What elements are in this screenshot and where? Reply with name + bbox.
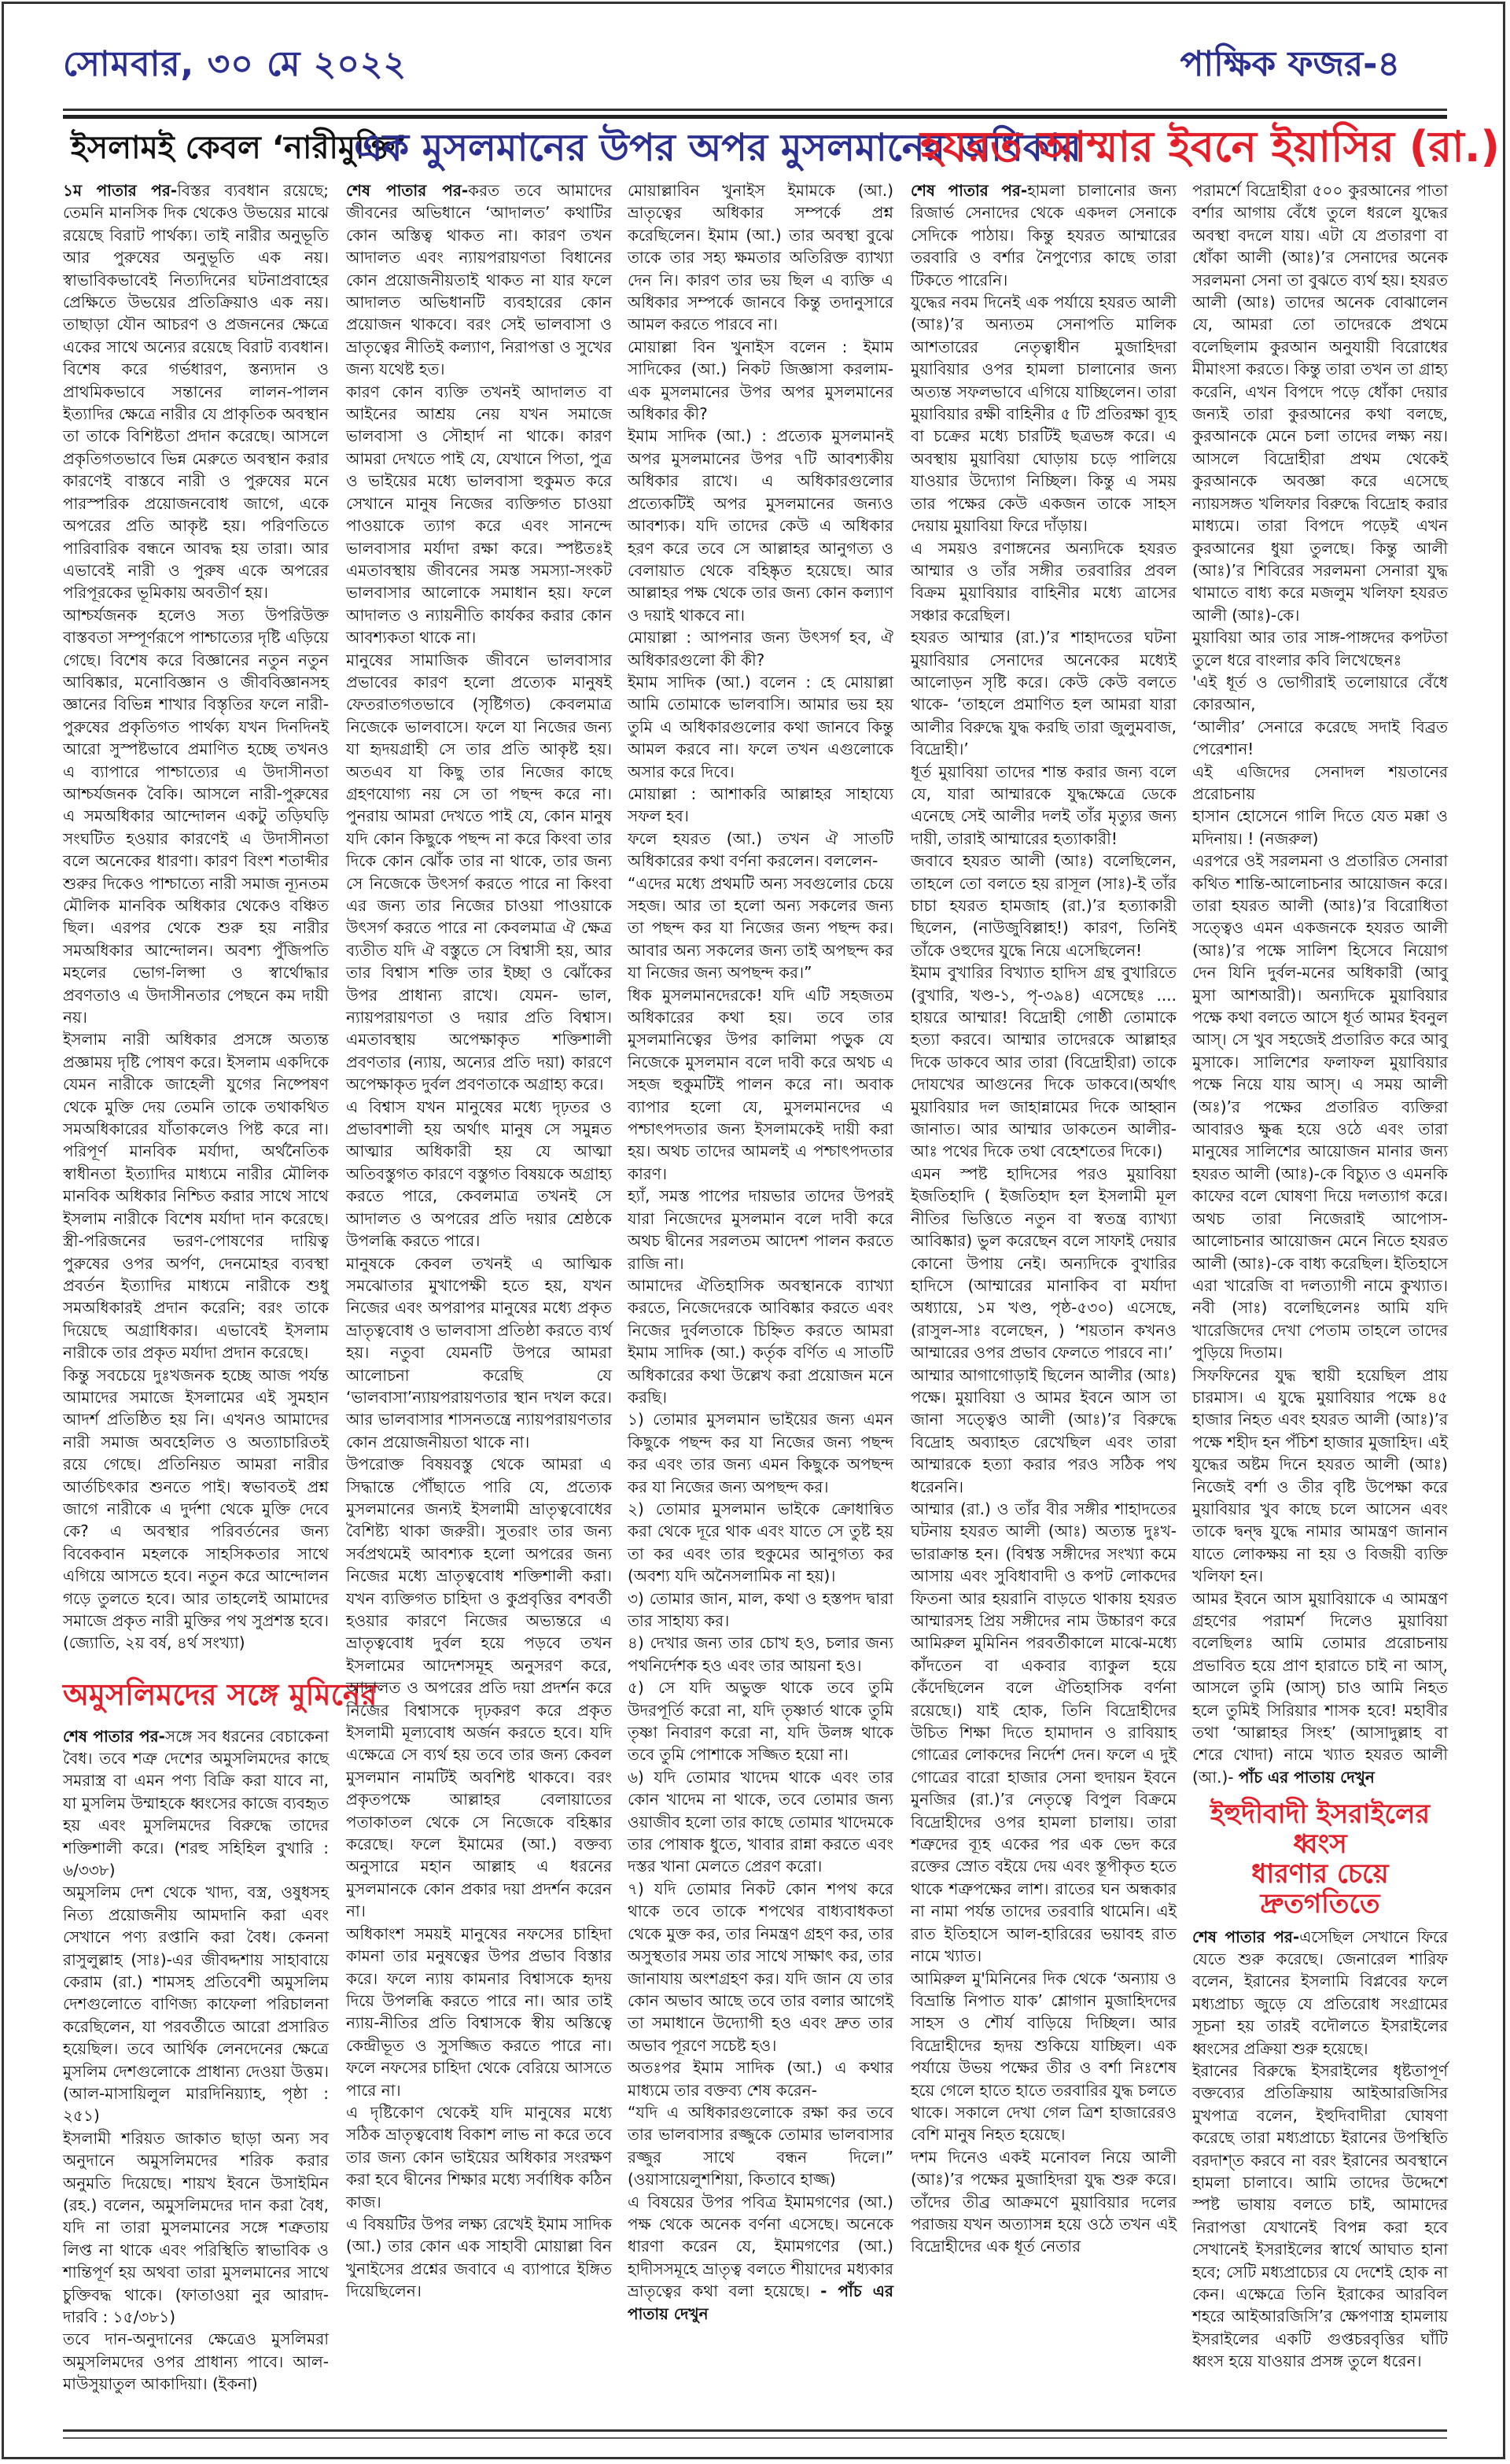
article-paragraph: ফলে হযরত (আ.) তখন ঐ সাতটি অধিকারের কথা বর্ণনা করলেন। বললেন-: [628, 828, 893, 871]
paragraph-text: সঙ্গে সব ধরনের বেচাকেনা বৈধ। তবে শত্রু দেশের অমুসলিমদের কাছে সমরাস্ত্র বা এমন পণ্য বিক্রি করা যাবে না, যা মুসলিম উম্মাহকে ধ্বংসের কাজে ব্যবহৃত হয় এবং মুসলিমদের বিরুদ্ধে তাদের শক্তিশালী করে। (শরহু সহিহিল বুখারি : ৬/৩৩৮): [63, 1726, 329, 1879]
article-paragraph: এমন স্পষ্ট হাদিসের পরও মুয়াবিয়া ইজতিহাদি ( ইজতিহাদ হল ইসলামী মূল নীতির ভিত্তিতে নতুন বা স্বতন্ত্র ব্যাখ্যা আবিষ্কার) ভুল করেছেন বলে সাফাই দেয়ার কোনো উপায় নেই। অন্যদিকে বুখারির হাদিসে (আম্মারের মানাকিব বা মর্যাদা অধ্যায়ে, ১ম খণ্ড, পৃষ্ঠ-৫৩০) এসেছে, (রাসুল-সাঃ বলেছেন, ) ‘শয়তান কখনও আম্মারের ওপর প্রভাব ফেলতে পারবে না।’: [911, 1164, 1177, 1363]
article-paragraph: ২) তোমার মুসলমান ভাইকে ক্রোধান্বিত করা থেকে দূরে থাক এবং যাতে সে তুষ্ট হয় তা কর এবং তার হুকুমের আনুগত্য কর (অবশ্য যদি অনৈসলামিক না হয়)।: [628, 1499, 893, 1586]
poem-line: ‘আলীর’ সেনারে করেছে সদাই বিব্রত পেরেশান!: [1192, 717, 1448, 759]
masthead-rule-thick: [63, 115, 1447, 119]
headline-musolman-odhikar: এক মুসলমানের উপর অপর মুসলমানের অধিকার: [354, 126, 1081, 170]
article-paragraph: মোয়াল্লাবিন খুনাইস ইমামকে (আ.) ভ্রাতৃত্বের অধিকার সম্পর্কে প্রশ্ন করেছিলেন। ইমাম (আ.) তার অবস্থা বুঝে তাকে তার সহ্য ক্ষমতার অতিরিক্ত ব্যাখ্যা দেন নি। কারণ তার ভয় ছিল এ ব্যক্তি এ অধিকার সম্পর্কে জানবে কিন্তু তদানুসারে আমল করতে পারবে না।: [628, 181, 893, 334]
paragraph-text: এসেছিল সেখানে ফিরে যেতে শুরু করেছে। জেনারেল শারিফ বলেন, ইরানের ইসলামি বিপ্লবের ফলে মধ্যপ্রাচ্য জুড়ে যে প্রতিরোধ সংগ্রামের সূচনা হয় তারই বদৌলতে ইসরাইলের ধ্বংসের প্রক্রিয়া শুরু হয়েছে।: [1192, 1927, 1448, 2058]
column-1: [63, 179, 378, 2396]
article-paragraph: আম্মার আগাগোড়াই ছিলেন আলীর (আঃ) পক্ষে। মুয়াবিয়া ও আমর ইবনে আস তা জানা সত্ত্বেও আলী (আঃ)’র বিরুদ্ধে বিদ্রোহ অব্যাহত রেখেছিল এবং তারা আম্মারকে হত্যা করার পরও সঠিক পথ ধরেননি।: [911, 1365, 1177, 1496]
continuation-lead: শেষ পাতার পর-: [63, 1726, 165, 1746]
article-paragraph: আম্মার (রা.) ও তাঁর বীর সঙ্গীর শাহাদতের ঘটনায় হযরত আলী (আঃ) অত্যন্ত দুঃখ-ভারাক্রান্ত হন। (বিশ্বস্ত সঙ্গীদের সংখ্যা কমে আসায় এবং সুবিধাবাদী ও কপট লোকদের ফিতনা আর হয়রানি বাড়তে থাকায় হযরত আম্মারসহ প্রিয় সঙ্গীদের নাম উচ্চারণ করে আমিরুল মুমিনিন পরবর্তীকালে মাঝে-মধ্যে কাঁদতেন বা একবার ব্যাকুল হয়ে কেঁদেছিলেন বলে ঐতিহাসিক বর্ণনা রয়েছে।) যাই হোক, তিনি বিদ্রোহীদের উচিত শিক্ষা দিতে হামাদান ও রাবিয়াহ গোত্রের লোকদের নির্দেশ দেন। ফলে এ দুই গোত্রের বারো হাজার সেনা হুদায়ন ইবনে মুনজির (রা.)’র নেতৃত্বে বিপুল বিক্রমে বিদ্রোহীদের ওপর হামলা চালায়। তারা শত্রুদের ব্যূহ একের পর এক ভেদ করে রক্তের স্রোত বইয়ে দেয় এবং স্তূপীকৃত হতে থাকে শত্রুপক্ষের লাশ। রাতের ঘন অন্ধকার না নামা পর্যন্ত তাদের তরবারি থামেনি। এই রাত ইতিহাসে আল-হারিরের ভয়াবহ রাত নামে খ্যাত।: [911, 1499, 1177, 1966]
article-paragraph: ইসলাম নারী অধিকার প্রসঙ্গে অত্যন্ত প্রজ্ঞাময় দৃষ্টি পোষণ করে। ইসলাম একদিকে যেমন নারীকে জাহেলী যুগের নিষ্পেষণ থেকে মুক্তি দেয় তেমনি তাকে তথাকথিত সমঅধিকারের যাঁতাকলেও পিষ্ট করে না। পরিপূর্ণ মানবিক মর্যাদা, অর্থনৈতিক স্বাধীনতা ইত্যাদির মাধ্যমে নারীর মৌলিক মানবিক অধিকার নিশ্চিত করার সাথে সাথে ইসলাম নারীকে বিশেষ মর্যাদা দান করেছে। স্ত্রী-পরিজনের ভরণ-পোষণের দায়িত্ব পুরুষের ওপর অর্পণ, দেনমোহর ব্যবস্থা প্রবর্তন ইত্যাদির মাধ্যমে নারীকে শুধু সমঅধিকারই প্রদান করেনি; বরং তাকে দিয়েছে অগ্রাধিকার। এভাবেই ইসলাম নারীকে তার প্রকৃত মর্যাদা প্রদান করেছে।: [63, 1030, 329, 1363]
paragraph-text: এ বিষয়ের উপর পবিত্র ইমামগণের (আ.) পক্ষ থেকে অনেক বর্ণনা এসেছে। অনেকে ধারণা করেন যে, ইমামগণের (আ.) হাদীসসমূহে ভ্রাতৃত্ব বলতে শীয়াদের মধ্যকার ভ্রাতৃত্বের কথা বলা হয়েছে।: [628, 2192, 893, 2301]
article-paragraph: “এদের মধ্যে প্রথমটি অন্য সবগুলোর চেয়ে সহজ। আর তা হলো অন্য সকলের জন্য তা পছন্দ কর যা নিজের জন্য পছন্দ কর। আবার অন্য সকলের জন্য তাই অপছন্দ কর যা নিজের জন্য অপছন্দ কর।”: [628, 873, 893, 983]
poem-line: এই এজিদের সেনাদল শয়তানের প্ররোচনায়: [1192, 762, 1448, 803]
column-5: [1192, 179, 1448, 2373]
article-paragraph: ইমাম সাদিক (আ.) : প্রত্যেক মুসলমানই অপর মুসলমানের উপর ৭টি আবশ্যকীয় অধিকার রাখে। এ অধিকারগুলোর প্রত্যেকটিই অপর মুসলমানের জন্যও আবশ্যক। যদি তাদের কেউ এ অধিকার হরণ করে তবে সে আল্লাহর আনুগত্য ও বেলায়াত থেকে বহিষ্কৃত হয়েছে। আর আল্লাহর পক্ষ থেকে তার জন্য কোন কল্যাণ ও দয়াই থাকবে না।: [628, 426, 893, 625]
continuation-lead: ১ম পাতার পর-: [63, 181, 178, 200]
masthead-rule-thin: [63, 109, 1447, 111]
headline-israel: [1192, 1799, 1448, 1919]
article-paragraph: আমিরুল মু'মিনিনের দিক থেকে ‘অন্যায় ও বিভ্রান্তি নিপাত যাক’ শ্লোগান মুজাহিদদের সাহস ও শৌর্য বাড়িয়ে দিচ্ছিল। আর বিদ্রোহীদের হৃদয় শুকিয়ে যাচ্ছিল। এক পর্যায়ে উভয় পক্ষের তীর ও বর্শা নিঃশেষ হয়ে গেলে হাতে হাতে তরবারির যুদ্ধ চলতে থাকে। সকালে দেখা গেল ত্রিশ হাজারেরও বেশি মানুষ নিহত হয়েছে।: [911, 1968, 1177, 2145]
paragraph-text: করত তবে আমাদের জীবনের অভিধানে ‘আদালত’ কথাটির কোন অস্তিত্ব থাকত না। কারণ তখন আদালত এবং ন্যায়পরায়ণতা বিধানের কোন প্রয়োজনীয়তাই থাকত না যার ফলে আদালত অভিধানটি ব্যবহারের কোন প্রয়োজন থাকবে। বরং সেই ভালবাসা ও ভ্রাতৃত্বের নীতিই কল্যাণ, নিরাপত্তা ও সুখের জন্য যথেষ্ট হত।: [346, 181, 613, 379]
article-paragraph: এ বিষয়টির উপর লক্ষ্য রেখেই ইমাম সাদিক (আ.) তার কোন এক সাহাবী মোয়াল্লা বিন খুনাইসের প্রশ্নের জবাবে এ ব্যাপারে ইঙ্গিত দিয়েছিলেন।: [346, 2214, 612, 2301]
article-paragraph: ইসলামী শরিয়ত জাকাত ছাড়া অন্য সব অনুদানে অমুসলিমদের শরিক করার অনুমতি দিয়েছে। শায়খ ইবনে উসাইমিন (রহ.) বলেন, অমুসলিমদের দান করা বৈধ, যদি না তারা মুসলমানের সঙ্গে শত্রুতায় লিপ্ত না থাকে এবং পরিস্থিতি স্বাভাবিক ও শান্তিপূর্ণ হয় অথবা তারা মুসলমানের সাথে চুক্তিবদ্ধ থাকে। (ফাতাওয়া নুর আরাদ-দারবি : ১৫/৩৮১): [63, 2128, 329, 2327]
column-2: [346, 179, 612, 2303]
article-paragraph: এরপরে ওই সরলমনা ও প্রতারিত সেনারা কথিত শান্তি-আলোচনার আয়োজন করে। তারা হযরত আলী (আঃ)’র বিরোধিতা সত্ত্বেও এমন একজনকে হযরত আলী (আঃ)’র পক্ষে সালিশ হিসেবে নিয়োগ দেন যিনি দুর্বল-মনের অধিকারী (আবু মুসা আশআরী)। অন্যদিকে মুয়াবিয়ার পক্ষে কথা বলতে আসে ধূর্ত আমর ইবনুল আস্। সে খুব সহজেই প্রতারিত করে আবু মুসাকে। সালিশের ফলাফল মুয়াবিয়ার পক্ষে নিয়ে যায় আস্। এ সময় আলী (অঃ)’র পক্ষের প্রতারিত ব্যক্তিরা আবারও ক্ষুব্ধ হয়ে ওঠে এবং তারা মানুষের সালিশের আয়োজন মানার জন্য হযরত আলী (আঃ)-কে বিচ্যুত ও এমনকি কাফের বলে ঘোষণা দিয়ে দলত্যাগ করে। অথচ তারা নিজেরাই আপোস-আলোচনার আয়োজন মেনে নিতে হযরত আলী (আঃ)-কে বাধ্য করেছিল। ইতিহাসে এরা খারেজি বা দলত্যাগী নামে কুখ্যাত। নবী (সাঃ) বলেছিলেনঃ আমি যদি খারেজিদের দেখা পেতাম তাহলে তাদের পুড়িয়ে দিতাম।: [1192, 851, 1448, 1363]
article-paragraph: ৫) সে যদি অভুক্ত থাকে তবে তুমি উদরপূর্তি করো না, যদি তৃষ্ণার্ত থাকে তুমি তৃষ্ণা নিবারণ করো না, যদি উলঙ্গ থাকে তবে তুমি পোশাকে সজ্জিত হয়ো না।: [628, 1678, 893, 1765]
article-paragraph: সিফফিনের যুদ্ধ স্থায়ী হয়েছিল প্রায় চারমাস। এ যুদ্ধে মুয়াবিয়ার পক্ষে ৪৫ হাজার নিহত এবং হযরত আলী (আঃ)’র পক্ষে শহীদ হন পঁচিশ হাজার মুজাহিদ। এই যুদ্ধের অষ্টম দিনে হযরত আলী (আঃ) নিজেই বর্শা ও তীর বৃষ্টি উপেক্ষা করে মুয়াবিয়ার খুব কাছে চলে আসেন এবং তাকে দ্বন্দ্ব যুদ্ধে নামার আমন্ত্রণ জানান যাতে লোকক্ষয় না হয় ও বিজয়ী ব্যক্তি খলিফা হন।: [1192, 1365, 1448, 1586]
article-paragraph: ইরানের বিরুদ্ধে ইসরাইলের ধৃষ্টতাপূর্ণ বক্তব্যের প্রতিক্রিয়ায় আইআরজিসির মুখপাত্র বলেন, ইহুদিবাদীরা ঘোষণা করেছে তারা মধ্যপ্রাচ্যে ইরানের উপস্থিতি বরদাশ্‌ত করবে না বরং ইরানের অবস্থানে হামলা চালাবে। আমি তাদের উদ্দেশে স্পষ্ট ভাষায় বলতে চাই, আমাদের নিরাপত্তা যেখানেই বিপন্ন করা হবে সেখানেই ইসরাইলের স্বার্থে আঘাত হানা হবে; সেটি মধ্যপ্রাচ্যের যে দেশেই হোক না কেন। এক্ষেত্রে তিনি ইরাকের আরবিল শহরে আইআরজিসি’র ক্ষেপণাস্ত্র হামলায় ইসরাইলের একটি গুপ্তচরবৃত্তির ঘাঁটি ধ্বংস হয়ে যাওয়ার প্রসঙ্গ তুলে ধরেন।: [1192, 2061, 1448, 2371]
article-paragraph: এ বিশ্বাস যখন মানুষের মধ্যে দৃঢ়তর ও প্রভাবশালী হয় অর্থাৎ মানুষ সে সমুন্নত আত্মার অধিকারী হয় যে আত্মা অতিবস্তুগত কারণে বস্তুগত বিষয়কে অগ্রাহ্য করতে পারে, কেবলমাত্র তখনই সে আদালত ও অপরের প্রতি দয়ার শ্রেষ্ঠকে উপলব্ধি করতে পারে।: [346, 1097, 612, 1251]
article-paragraph: হযরত আম্মার (রা.)’র শাহাদতের ঘটনা মুয়াবিয়ার সেনাদের অনেকের মধ্যেই আলোড়ন সৃষ্টি করে। কেউ কেউ বলতে থাকে- ‘তাহলে প্রমাণিত হল আমরা যারা আলীর বিরুদ্ধে যুদ্ধ করছি তারা জুলুমবাজ, বিদ্রোহী।’: [911, 628, 1177, 759]
article-paragraph: ৪) দেখার জন্য তার চোখ হও, চলার জন্য পথনির্দেশক হও এবং তার আয়না হও।: [628, 1633, 893, 1675]
article-paragraph: [1192, 1588, 1448, 1789]
paragraph-text: আমর ইবনে আস মুয়াবিয়াকে এ আমন্ত্রণ গ্রহণের পরামর্শ দিলেও মুয়াবিয়া বলেছিলঃ আমি তোমার প্ররোচনায় প্রভাবিত হয়ে প্রাণ হারাতে চাই না আস্, আসলে তুমি (আস্) চাও আমি নিহত হলে তুমিই সিরিয়ার শাসক হবে! মহাবীর তথা ‘আল্লাহর সিংহ’ (আসাদুল্লাহ বা শেরে খোদা) নামে খ্যাত হযরত আলী (আ.)-: [1192, 1588, 1448, 1787]
article-paragraph: মুয়াবিয়া আর তার সাঙ্গ-পাঙ্গদের কপটতা তুলে ধরে বাংলার কবি লিখেছেনঃ: [1192, 628, 1448, 669]
column-4: [911, 179, 1177, 2258]
article-paragraph: আমাদের ঐতিহাসিক অবস্থানকে ব্যাখ্যা করতে, নিজেদেরকে আবিষ্কার করতে এবং নিজের দুর্বলতাকে চিহ্নিত করতে আমরা ইমাম সাদিক (আ.) কর্তৃক বর্ণিত এ সাতটি অধিকারের কথা উল্লেখ করা প্রয়োজন মনে করছি।: [628, 1275, 893, 1407]
article-paragraph: ধূর্ত মুয়াবিয়া তাদের শান্ত করার জন্য বলে যে, যারা আম্মারকে যুদ্ধক্ষেত্রে ডেকে এনেছে সেই আলীর দলই তাঁর মৃত্যুর জন্য দায়ী, তারাই আম্মারের হত্যাকারী!: [911, 762, 1177, 848]
article-paragraph: দশম দিনেও একই মনোবল নিয়ে আলী (আঃ)’র পক্ষের মুজাহিদরা যুদ্ধ শুরু করে। তাঁদের তীব্র আক্রমণে মুয়াবিয়ার দলের পরাজয় যখন অত্যাসন্ন হয়ে ওঠে তখন এই বিদ্রোহীদের এক ধূর্ত নেতার: [911, 2147, 1177, 2256]
article-paragraph: যুদ্ধের নবম দিনেই এক পর্যায়ে হযরত আলী (আঃ)’র অন্যতম সেনাপতি মালিক আশতারের নেতৃত্বাধীন মুজাহিদরা মুয়াবিয়ার ওপর হামলা চালানোর জন্য অত্যন্ত সফলভাবে এগিয়ে যাচ্ছিলেন। তারা মুয়াবিয়ার রক্ষী বাহিনীর ৫ টি প্রতিরক্ষা ব্যূহ বা চক্রের মধ্যে চারটিই ছত্রভঙ্গ করে। এ অবস্থায় মুয়াবিয়া ঘোড়ায় চড়ে পালিয়ে যাওয়ার উদ্যোগ নিচ্ছিল। কিন্তু এ সময় তার পক্ষের কেউ একজন তাকে সাহস দেয়ায় মুয়াবিয়া ফিরে দাঁড়ায়।: [911, 293, 1177, 536]
article-paragraph: ৭) যদি তোমার নিকট কোন শপথ করে থাকে তবে তাকে শপথের বাধ্যবাধকতা থেকে মুক্ত কর, তার নিমন্ত্রণ গ্রহণ কর, তার অসুস্থতার সময় তার সাথে সাক্ষাৎ কর, তার জানাযায় অংশগ্রহণ কর। যদি জান যে তার কোন অভাব আছে তবে তার বলার আগেই তা সমাধানে উদ্যোগী হও এবং দ্রুত তার অভাব পূরণে সচেষ্ট হও।: [628, 1879, 893, 2055]
article-paragraph: মানুষের সামাজিক জীবনে ভালবাসার প্রভাবের কারণ হলো প্রত্যেক মানুষই ফেতরাতগতভাবে (সৃষ্টিগত) কেবলমাত্র নিজেকে ভালবাসে। ফলে যা নিজের জন্য যা হৃদয়গ্রাহী সে তার প্রতি আকৃষ্ট হয়। অতএব যা কিছু তার নিজের কাছে গ্রহণযোগ্য নয় সে তা পছন্দ করে না। পুনরায় আমরা দেখতে পাই যে, কোন মানুষ যদি কোন কিছুকে পছন্দ না করে কিংবা তার দিকে কোন ঝোঁক তার না থাকে, তার জন্য সে নিজেকে উৎসর্গ করতে পারে না কিংবা এর জন্য তার নিজের চাওয়া পাওয়াকে উৎসর্গ করতে পারে না কেবলমাত্র ঐ ক্ষেত্র ব্যতীত যদি ঐ বস্তুতে সে বিশ্বাসী হয়, আর তার বিশ্বাস শক্তি তার ইচ্ছা ও ঝোঁকের উপর প্রাধান্য রাখে। যেমন- ভাল, ন্যায়পরায়ণতা ও দয়ার প্রতি বিশ্বাস। এমতাবস্থায় অপেক্ষাকৃত শক্তিশালী প্রবণতার (ন্যায়, অন্যের প্রতি দয়া) কারণে অপেক্ষাকৃত দুর্বল প্রবণতাকে অগ্রাহ্য করে।: [346, 650, 612, 1094]
article-paragraph: ৩) তোমার জান, মাল, কথা ও হস্তপদ দ্বারা তার সাহায্য কর।: [628, 1588, 893, 1630]
poem-line: 'এই ধূর্ত ও ভোগীরাই তলোয়ারে বেঁধে কোরআন,: [1192, 672, 1448, 714]
paragraph-text: বিস্তর ব্যবধান রয়েছে; তেমনি মানসিক দিক থেকেও উভয়ের মাঝে রয়েছে বিরাট পার্থক্য। তাই নারীর অনুভূতি আর পুরুষের অনুভূতি এক নয়। স্বাভাবিকভাবেই নিত্যদিনের ঘটনাপ্রবাহের প্রেক্ষিতে উভয়ের প্রতিক্রিয়াও এক নয়। তাছাড়া যৌন আচরণ ও প্রজননের ক্ষেত্রে একের সাথে অন্যের রয়েছে বিরাট ব্যবধান। বিশেষ করে গর্ভধারণ, স্তন্যদান ও প্রাথমিকভাবে সন্তানের লালন-পালন ইত্যাদির ক্ষেত্রে নারীর যে প্রাকৃতিক অবস্থান তা তাকে বিশিষ্টতা প্রদান করেছে। আসলে প্রকৃতিগতভাবে ভিন্ন মেরুতে অবস্থান করার কারণেই বাস্তবে নারী ও পুরুষের মনে পারস্পরিক প্রয়োজনবোধ জাগে, একে অপরের প্রতি আকৃষ্ট হয়। পরিণতিতে পারিবারিক বন্ধনে আবদ্ধ হয় তারা। আর এভাবেই নারী ও পুরুষ একে অপরের পরিপূরকের ভূমিকায় অবতীর্ণ হয়।: [63, 181, 329, 603]
continued-on-page-5-link[interactable]: পাঁচ এর পাতায় দেখুন: [1238, 1767, 1375, 1787]
article-paragraph: এ দৃষ্টিকোণ থেকেই যদি মানুষের মধ্যে সঠিক ভ্রাতৃত্ববোধ বিকাশ লাভ না করে তবে তার জন্য কোন ভাইয়ের অধিকার সংরক্ষণ করা হবে দ্বীনের শিক্ষার মধ্যে সর্বাধিক কঠিন কাজ।: [346, 2102, 612, 2211]
article-paragraph: জবাবে হযরত আলী (আঃ) বলেছিলেন, তাহলে তো বলতে হয় রাসূল (সাঃ)-ই তাঁর চাচা হযরত হামজাহ (রা.)’র হত্যাকারী ছিলেন, (নাউজুবিল্লাহ!) কারণ, তিনিই তাঁকে ওহুদের যুদ্ধে নিয়ে এসেছিলেন!: [911, 851, 1177, 960]
article-paragraph: এ সময়ও রণাঙ্গনের অন্যদিকে হযরত আম্মার ও তাঁর সঙ্গীর তরবারির প্রবল বিক্রম মুয়াবিয়ার বাহিনীর মধ্যে ত্রাসের সঞ্চার করেছিল।: [911, 538, 1177, 625]
article-paragraph: আশ্চর্যজনক হলেও সত্য উপরিউক্ত বাস্তবতা সম্পূর্ণরূপে পাশ্চাত্যের দৃষ্টি এড়িয়ে গেছে। বিশেষ করে বিজ্ঞানের নতুন নতুন আবিষ্কার, মনোবিজ্ঞান ও জীববিজ্ঞানসহ জ্ঞানের বিভিন্ন শাখার বিস্তৃতির ফলে নারী-পুরুষের প্রকৃতিগত পার্থক্য যখন দিনদিনই আরো সুস্পষ্টভাবে প্রমাণিত হচ্ছে তখনও এ ব্যাপারে পাশ্চাত্যের এ উদাসীনতা আশ্চর্যজনক বৈকি। আসলে নারী-পুরুষের এ সমঅধিকার আন্দোলন একটু তড়িঘড়ি সংঘটিত হওয়ার কারণেই এ উদাসীনতা বলে অনেকের ধারণা। কারণ বিংশ শতাব্দীর শুরুর দিকেও পাশ্চাত্যে নারী সমাজ ন্যূনতম মৌলিক মানবিক অধিকার থেকেও বঞ্চিত ছিল। এরপর থেকে শুরু হয় নারীর সমঅধিকার আন্দোলন। অবশ্য পুঁজিপতি মহলের ভোগ-লিপ্সা ও স্বার্থোদ্ধার প্রবণতাও এ উদাসীনতার পেছনে কম দায়ী নয়।: [63, 605, 329, 1027]
headline-israel-line-1: ইহুদীবাদী ইসরাইলের ধ্বংস: [1210, 1798, 1431, 1861]
article-paragraph: তবে দান-অনুদানের ক্ষেত্রেও মুসলিমরা অমুসলিমদের ওপর প্রাধান্য পাবে। আল-মাউসুয়াতুল আকাদিয়া। (ইকনা): [63, 2329, 329, 2394]
article-paragraph: হ্যাঁ, সমস্ত পাপের দায়ভার তাদের উপরই যারা নিজেদের মুসলমান বলে দাবী করে অথচ দ্বীনের সরলতম আদেশ পালন করতে রাজি না।: [628, 1186, 893, 1273]
article-omuslim: [63, 1725, 329, 2396]
article-paragraph: [346, 179, 612, 381]
article-paragraph: ইমাম বুখারির বিখ্যাত হাদিস গ্রন্থ বুখারিতে (বুখারি, খণ্ড-১, পৃ-৩৯৪) এসেছেঃ .... হায়রে আম্মার! বিদ্রোহী গোষ্ঠী তোমাকে হত্যা করবে। আম্মার তাদেরকে আল্লাহর দিকে ডাকবে আর তারা (বিদ্রোহীরা) তাকে দোযখের আগুনের দিকে ডাকবে।(অর্থাৎ মুয়াবিয়ার দল জাহান্নামের দিকে আহ্বান জানাত। আর আম্মার ডাকতেন আলীর-আঃ পথের দিকে তথা বেহেশতের দিকে।): [911, 963, 1177, 1161]
article-paragraph: ধিক মুসলমানদেরকে! যদি এটি সহজতম অধিকারের কথা হয়। তবে তার মুসলমানিত্বের উপর কালিমা পড়ুক যে নিজেকে মুসলমান বলে দাবী করে অথচ এ সহজ হুকুমটিই পালন করে না। অবাক ব্যাপার হলো যে, মুসলমানদের এ পশ্চাৎপদতার জন্য ইসলামকেই দায়ী করা হয়। অথচ তাদের আমলই এ পশ্চাৎপদতার কারণ।: [628, 985, 893, 1183]
article-paragraph: [63, 179, 329, 604]
article-paragraph: ৬) যদি তোমার খাদেম থাকে এবং তার কোন খাদেম না থাকে, তবে তোমার জন্য ওয়াজীব হলো তার কাছে তোমার খাদেমকে তার পোষাক ধুতে, খাবার রান্না করতে এবং দস্তর খানা মেলতে প্রেরণ করো।: [628, 1767, 893, 1876]
article-paragraph: [63, 1725, 329, 1882]
footer-rule-thick: [63, 2429, 1447, 2432]
paragraph-text: হামলা চালানোর জন্য রিজার্ভ সেনাদের থেকে একদল সেনাকে সেদিকে পাঠায়। কিন্তু হযরত আম্মারের তরবারি ও বর্শার নৈপুণ্যের কাছে তারা টিকতে পারেনি।: [911, 181, 1177, 290]
continuation-lead: শেষ পাতার পর-: [1192, 1927, 1300, 1946]
article-paragraph: মোয়াল্লা : আপনার জন্য উৎসর্গ হব, ঐ অধিকারগুলো কী কী?: [628, 628, 893, 669]
poem-line: হাসান হোসেনে গালি দিতে যেত মক্কা ও মদিনায়। ! (নজরুল): [1192, 806, 1448, 848]
article-paragraph: ইমাম সাদিক (আ.) বলেন : হে মোয়াল্লা আমি তোমাকে ভালবাসি। আমার ভয় হয় তুমি এ অধিকারগুলোর কথা জানবে কিন্তু আমল করবে না। ফলে তখন এগুলোকে অসার করে দিবে।: [628, 672, 893, 781]
article-paragraph: অধিকাংশ সময়ই মানুষের নফসের চাহিদা কামনা তার মনুষত্বের উপর প্রভাব বিস্তার করে। ফলে ন্যায় কামনার বিশ্বাসকে হৃদয় দিয়ে উপলব্ধি করতে পারে না। আর তাই ন্যায়-নীতির প্রতি বিশ্বাসকে স্বীয় অস্তিত্বে কেন্দ্রীভূত ও সুসজ্জিত করতে পারে না। ফলে নফসের চাহিদা থেকে বেরিয়ে আসতে পারে না।: [346, 1924, 612, 2100]
masthead-page-label: পাক্ষিক ফজর-৪: [1180, 44, 1400, 84]
article-paragraph: [1192, 1926, 1448, 2060]
article-paragraph: [628, 2191, 893, 2325]
column-3: [628, 179, 893, 2325]
article-paragraph: কারণ কোন ব্যক্তি তখনই আদালত বা আইনের আশ্রয় নেয় যখন সমাজে ভালবাসা ও সৌহার্দ না থাকে। কারণ আমরা দেখতে পাই যে, যেখানে পিতা, পুত্র ও ভাইয়ের মধ্যে ভালবাসা হুকুমত করে সেখানে মানুষ নিজের ব্যক্তিগত চাওয়া পাওয়াকে ত্যাগ করে এবং সানন্দে ভালবাসার মর্যাদা রক্ষা করে। স্পষ্টতঃই এমতাবস্থায় জীবনের সমস্ত সমস্যা-সংকট ভালবাসার আলোকে সমাধান হয়। ফলে আদালত ও ন্যায়নীতি কার্যকর করার কোন আবশ্যকতা থাকে না।: [346, 382, 612, 647]
article-paragraph: [911, 179, 1177, 291]
footer-rule-thin: [63, 2437, 1447, 2439]
continuation-lead: শেষ পাতার পর-: [346, 181, 469, 200]
continued-on-page-5-link[interactable]: - পাঁচ এর পাতায় দেখুন: [628, 2281, 893, 2323]
headline-ammar: হযরত আম্মার ইবনে ইয়াসির (রা.): [920, 122, 1501, 172]
article-paragraph: মোয়াল্লা বিন খুনাইস বলেন : ইমাম সাদিকের (আ.) নিকট জিজ্ঞাসা করলাম- এক মুসলমানের উপর অপর মুসলমানের অধিকার কী?: [628, 337, 893, 424]
article-paragraph: অমুসলিম দেশ থেকে খাদ্য, বস্ত্র, ওষুধসহ নিত্য প্রয়োজনীয় আমদানি করা এবং সেখানে পণ্য রপ্তানি করা বৈধ। কেননা রাসুলুল্লাহ (সাঃ)-এর জীবদ্দশায় সাহাবায়ে কেরাম (রা.) শামসহ প্রতিবেশী অমুসলিম দেশগুলোতে বাণিজ্য কাফেলা পরিচালনা করেছিলেন, যা পরবর্তীতে আরো প্রসারিত হয়েছিল। তবে আর্থিক লেনদেনের ক্ষেত্রে মুসলিম দেশগুলোকে প্রাধান্য দেওয়া উত্তম। (আল-মাসায়িলুল মারদিনিয়্যাহ, পৃষ্ঠা : ২৫১): [63, 1883, 329, 2126]
article-nari-mukti: [63, 179, 329, 1654]
article-paragraph: উপরোক্ত বিষয়বস্তু থেকে আমরা এ সিদ্ধান্তে পৌঁছাতে পারি যে, প্রত্যেক মুসলমানের জন্যই ইসলামী ভ্রাতৃত্ববোধের বৈশিষ্ট্য থাকা জরুরী। সুতরাং তার জন্য সর্বপ্রথমেই আবশ্যক হলো অপরের জন্য নিজের মধ্যে ভ্রাতৃত্ববোধ শক্তিশালী করা। যখন ব্যক্তিগত চাহিদা ও কুপ্রবৃত্তির বশবর্তী হওয়ার কারণে নিজের অভ্যন্তরে এ ভ্রাতৃত্ববোধ দুর্বল হয়ে পড়বে তখন ইসলামের আদেশসমূহ অনুসরণ করে, আদালত ও অপরের প্রতি দয়া প্রদর্শন করে নিজের বিশ্বাসকে দৃঢ়করণ করে প্রকৃত ইসলামী মূল্যবোধ অর্জন করতে হবে। যদি এক্ষেত্রে সে ব্যর্থ হয় তবে তার জন্য কেবল মুসলমান নামটিই অবশিষ্ট থাকবে। বরং প্রকৃতপক্ষে আল্লাহর বেলায়াতের পতাকাতল থেকে সে নিজেকে বহিষ্কার করেছে। ফলে ইমামের (আ.) বক্তব্য অনুসারে মহান আল্লাহ এ ধরনের মুসলমানকে কোন প্রকার দয়া প্রদর্শন করেন না।: [346, 1455, 612, 1921]
article-paragraph: অতঃপর ইমাম সাদিক (আ.) এ কথার মাধ্যমে তার বক্তব্য শেষ করেন-: [628, 2058, 893, 2100]
article-paragraph: “যদি এ অধিকারগুলোকে রক্ষা কর তবে তার ভালবাসার রজ্জুকে তোমার ভালবাসার রজ্জুর সাথে বন্ধন দিলে।” (ওয়াসায়েলুশশিয়া, কিতাবে হাজ্জ): [628, 2102, 893, 2189]
masthead-date: সোমবার, ৩০ মে ২০২২: [63, 44, 407, 84]
continuation-lead: শেষ পাতার পর-: [911, 181, 1028, 200]
article-paragraph: মোয়াল্লা : আশাকরি আল্লাহর সাহায্যে সফল হব।: [628, 784, 893, 826]
article-paragraph: ১) তোমার মুসলমান ভাইয়ের জন্য এমন কিছুকে পছন্দ কর যা নিজের জন্য পছন্দ কর এবং তার জন্য এমন কিছুকে অপছন্দ কর যা নিজের জন্য অপছন্দ কর।: [628, 1410, 893, 1496]
article-paragraph: পরামর্শে বিদ্রোহীরা ৫০০ কুরআনের পাতা বর্শার আগায় বেঁধে তুলে ধরলে যুদ্ধের অবস্থা বদলে যায়। এটা যে প্রতারণা বা ধোঁকা আলী (আঃ)’র সেনাদের অনেক সরলমনা সেনা তা বুঝতে ব্যর্থ হয়। হযরত আলী (আঃ) তাদের অনেক বোঝালেন যে, আমরা তো তাদেরকে প্রথমে বলেছিলাম কুরআন অনুযায়ী বিরোধের মীমাংসা করতে। কিন্তু তারা তখন তা গ্রাহ্য করেনি, এখন বিপদে পড়ে ধোঁকা দেয়ার জন্যই তারা কুরআনের কথা বলছে, কুরআনকে মেনে চলা তাদের লক্ষ্য নয়। আসলে বিদ্রোহীরা প্রথম থেকেই কুরআনকে অবজ্ঞা করে এসেছে ন্যায়সঙ্গত খলিফার বিরুদ্ধে বিদ্রোহ করার মাধ্যমে। তারা বিপদে পড়েই এখন কুরআনের ধুয়া তুলছে। কিন্তু আলী (আঃ)’র শিবিরের সরলমনা সেনারা যুদ্ধ থামাতে বাধ্য করে মজলুম খলিফা হযরত আলী (আঃ)-কে।: [1192, 181, 1448, 625]
headline-nari-mukti: ইসলামই কেবল ‘নারীমুক্তি’: [71, 130, 407, 166]
article-paragraph: মানুষকে কেবল তখনই এ আত্মিক সমঝোতার মুখাপেক্ষী হতে হয়, যখন নিজের এবং অপরাপর মানুষের মধ্যে প্রকৃত ভ্রাতৃত্ববোধ ও ভালবাসা প্রতিষ্ঠা করতে ব্যর্থ হয়। নতুবা যেমনটি উপরে আমরা আলোচনা করেছি যে ‘ভালবাসা’ন্যায়পরায়ণতার স্থান দখল করে। আর ভালবাসার শাসনতন্ত্রে ন্যায়পরায়ণতার কোন প্রয়োজনীয়তা থাকে না।: [346, 1253, 612, 1451]
headline-israel-line-2: ধারণার চেয়ে দ্রুতগতিতে: [1251, 1858, 1389, 1920]
article-paragraph: কিন্তু সবচেয়ে দুঃখজনক হচ্ছে আজ পর্যন্ত আমাদের সমাজে ইসলামের এই সুমহান আদর্শ প্রতিষ্ঠিত হয় নি। এখনও আমাদের নারী সমাজ অবহেলিত ও অত্যাচারিতই রয়ে গেছে। প্রতিনিয়ত আমরা নারীর আর্তচিৎকার শুনতে পাই। স্বভাবতই প্রশ্ন জাগে নারীকে এ দুর্দশা থেকে মুক্তি দেবে কে? এ অবস্থার পরিবর্তনের জন্য বিবেকবান মহলকে সাহসিকতার সাথে এগিয়ে আসতে হবে। নতুন করে আন্দোলন গড়ে তুলতে হবে। আর তাহলেই আমাদের সমাজে প্রকৃত নারী মুক্তির পথ সুপ্রশস্ত হবে। (জ্যোতি, ২য় বর্ষ, ৪র্থ সংখ্যা): [63, 1365, 329, 1653]
headline-omuslim: অমুসলিমদের সঙ্গে মুমিনের: [63, 1676, 378, 1712]
